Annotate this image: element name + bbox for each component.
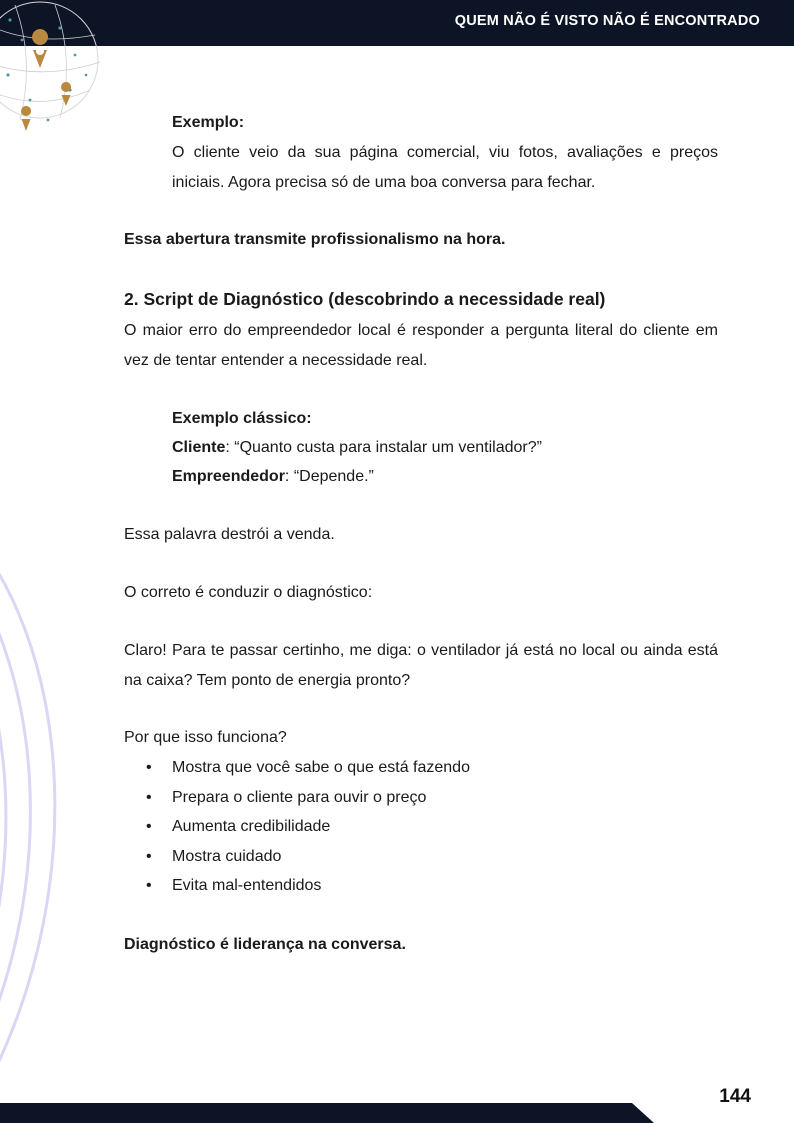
globe-logo-decoration — [0, 0, 112, 140]
paragraph: Essa palavra destrói a venda. — [124, 526, 335, 543]
list-item: • Aumenta credibilidade — [146, 812, 740, 842]
list-item: • Evita mal-entendidos — [146, 871, 740, 901]
speaker-entrepreneur: Empreendedor — [172, 468, 285, 485]
closing-statement: Diagnóstico é liderança na conversa. — [124, 936, 406, 953]
page-number: 144 — [719, 1086, 751, 1107]
paragraph-correct-reply: Claro! Para te passar certinho, me diga: o ventilador já está no local ou ainda está na caixa? Tem ponto de energia pronto? — [124, 642, 718, 689]
example-text: O cliente veio da sua página comercial, viu fotos, avaliações e preços iniciais. Agora precisa só de uma boa conversa para fechar. — [172, 144, 718, 191]
classic-example-heading: Exemplo clássico: — [172, 410, 312, 427]
dialogue-client — [172, 433, 718, 463]
entrepreneur-quote: : “Depende.” — [284, 468, 374, 485]
decorative-arcs — [0, 520, 90, 1080]
speaker-client: Cliente — [172, 439, 226, 456]
list-item: • Mostra que você sabe o que está fazendo — [146, 753, 740, 783]
dialogue-entrepreneur — [172, 462, 718, 492]
list-item: • Prepara o cliente para ouvir o preço — [146, 783, 740, 813]
client-quote: : “Quanto custa para instalar um ventilador?” — [225, 439, 542, 456]
section-intro: O maior erro do empreendedor local é responder a pergunta literal do cliente em vez de tentar entender a necessidade real. — [124, 322, 718, 369]
header-title: QUEM NÃO É VISTO NÃO É ENCONTRADO — [454, 13, 760, 29]
paragraph-question: Por que isso funciona? — [124, 729, 287, 746]
statement-professionalism: Essa abertura transmite profissionalismo na hora. — [124, 231, 506, 248]
paragraph: O correto é conduzir o diagnóstico: — [124, 584, 373, 601]
footer-bar — [0, 1103, 660, 1123]
benefits-list — [146, 753, 740, 901]
section-title: 2. Script de Diagnóstico (descobrindo a necessidade real) — [124, 289, 606, 309]
header-bar — [0, 0, 794, 46]
list-item: • Mostra cuidado — [146, 842, 740, 872]
example-heading: Exemplo: — [172, 114, 245, 131]
